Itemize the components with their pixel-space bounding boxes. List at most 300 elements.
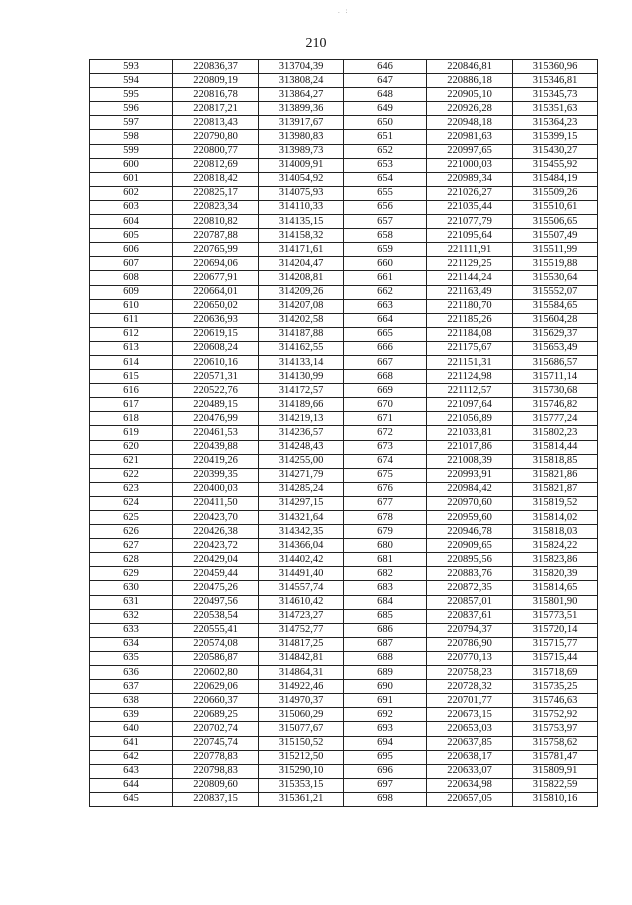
table-row	[90, 722, 598, 736]
right-y-coordinate-cell: 315484,19	[513, 172, 598, 186]
right-x-coordinate-cell: 221180,70	[427, 299, 513, 313]
table-row	[90, 567, 598, 581]
left-point-number-cell: 594	[90, 74, 173, 88]
right-point-number-cell: 654	[344, 172, 427, 186]
left-y-coordinate-cell: 314189,66	[259, 398, 344, 412]
left-x-coordinate-cell: 220426,38	[173, 525, 259, 539]
left-y-coordinate-cell: 315060,29	[259, 708, 344, 722]
left-y-coordinate-cell: 314842,81	[259, 651, 344, 665]
left-point-number-cell: 631	[90, 595, 173, 609]
left-y-coordinate-cell: 315212,50	[259, 750, 344, 764]
left-point-number-cell: 643	[90, 764, 173, 778]
right-point-number-cell: 680	[344, 539, 427, 553]
table-row	[90, 88, 598, 102]
table-row	[90, 553, 598, 567]
table-row	[90, 581, 598, 595]
table-row	[90, 637, 598, 651]
left-x-coordinate-cell: 220650,02	[173, 299, 259, 313]
left-x-coordinate-cell: 220475,26	[173, 581, 259, 595]
left-x-coordinate-cell: 220817,21	[173, 102, 259, 116]
right-x-coordinate-cell: 220857,01	[427, 595, 513, 609]
left-y-coordinate-cell: 314297,15	[259, 496, 344, 510]
right-point-number-cell: 675	[344, 468, 427, 482]
left-point-number-cell: 605	[90, 229, 173, 243]
left-point-number-cell: 607	[90, 257, 173, 271]
right-x-coordinate-cell: 221033,81	[427, 426, 513, 440]
right-x-coordinate-cell: 220837,61	[427, 609, 513, 623]
left-point-number-cell: 628	[90, 553, 173, 567]
right-x-coordinate-cell: 221035,44	[427, 200, 513, 214]
table-row	[90, 736, 598, 750]
right-point-number-cell: 653	[344, 158, 427, 172]
right-y-coordinate-cell: 315510,61	[513, 200, 598, 214]
left-x-coordinate-cell: 220745,74	[173, 736, 259, 750]
right-point-number-cell: 687	[344, 637, 427, 651]
table-row	[90, 130, 598, 144]
right-y-coordinate-cell: 315746,82	[513, 398, 598, 412]
left-point-number-cell: 616	[90, 384, 173, 398]
right-y-coordinate-cell: 315506,65	[513, 215, 598, 229]
right-x-coordinate-cell: 220895,56	[427, 553, 513, 567]
left-y-coordinate-cell: 314922,46	[259, 680, 344, 694]
right-x-coordinate-cell: 220886,18	[427, 74, 513, 88]
left-y-coordinate-cell: 314135,15	[259, 215, 344, 229]
left-x-coordinate-cell: 220636,93	[173, 313, 259, 327]
right-point-number-cell: 664	[344, 313, 427, 327]
right-point-number-cell: 697	[344, 778, 427, 792]
left-y-coordinate-cell: 314187,88	[259, 327, 344, 341]
page-number: 210	[305, 36, 327, 51]
right-point-number-cell: 683	[344, 581, 427, 595]
table-row	[90, 271, 598, 285]
right-point-number-cell: 650	[344, 116, 427, 130]
left-x-coordinate-cell: 220809,19	[173, 74, 259, 88]
right-y-coordinate-cell: 315686,57	[513, 355, 598, 369]
left-y-coordinate-cell: 314271,79	[259, 468, 344, 482]
right-point-number-cell: 686	[344, 623, 427, 637]
right-y-coordinate-cell: 315509,26	[513, 186, 598, 200]
left-y-coordinate-cell: 313980,83	[259, 130, 344, 144]
left-point-number-cell: 610	[90, 299, 173, 313]
left-point-number-cell: 593	[90, 60, 173, 74]
right-point-number-cell: 659	[344, 243, 427, 257]
right-point-number-cell: 648	[344, 88, 427, 102]
right-y-coordinate-cell: 315604,28	[513, 313, 598, 327]
left-point-number-cell: 608	[90, 271, 173, 285]
left-y-coordinate-cell: 314110,33	[259, 200, 344, 214]
left-point-number-cell: 612	[90, 327, 173, 341]
left-y-coordinate-cell: 314158,32	[259, 229, 344, 243]
left-point-number-cell: 642	[90, 750, 173, 764]
right-point-number-cell: 647	[344, 74, 427, 88]
right-point-number-cell: 652	[344, 144, 427, 158]
right-point-number-cell: 684	[344, 595, 427, 609]
right-x-coordinate-cell: 221175,67	[427, 341, 513, 355]
left-x-coordinate-cell: 220837,15	[173, 792, 259, 806]
table-row	[90, 200, 598, 214]
right-x-coordinate-cell: 221097,64	[427, 398, 513, 412]
table-row	[90, 623, 598, 637]
right-point-number-cell: 667	[344, 355, 427, 369]
table-row	[90, 102, 598, 116]
right-y-coordinate-cell: 315818,03	[513, 525, 598, 539]
left-x-coordinate-cell: 220571,31	[173, 370, 259, 384]
right-point-number-cell: 666	[344, 341, 427, 355]
table-row	[90, 778, 598, 792]
right-point-number-cell: 694	[344, 736, 427, 750]
left-x-coordinate-cell: 220608,24	[173, 341, 259, 355]
right-point-number-cell: 670	[344, 398, 427, 412]
left-y-coordinate-cell: 313917,67	[259, 116, 344, 130]
right-point-number-cell: 693	[344, 722, 427, 736]
left-x-coordinate-cell: 220689,25	[173, 708, 259, 722]
left-x-coordinate-cell: 220610,16	[173, 355, 259, 369]
right-x-coordinate-cell: 220948,18	[427, 116, 513, 130]
left-y-coordinate-cell: 315077,67	[259, 722, 344, 736]
right-y-coordinate-cell: 315507,49	[513, 229, 598, 243]
right-x-coordinate-cell: 220638,17	[427, 750, 513, 764]
left-point-number-cell: 622	[90, 468, 173, 482]
table-row	[90, 144, 598, 158]
right-point-number-cell: 682	[344, 567, 427, 581]
right-point-number-cell: 689	[344, 666, 427, 680]
left-x-coordinate-cell: 220439,88	[173, 440, 259, 454]
right-y-coordinate-cell: 315814,02	[513, 511, 598, 525]
table-row	[90, 60, 598, 74]
left-x-coordinate-cell: 220825,17	[173, 186, 259, 200]
right-y-coordinate-cell: 315351,63	[513, 102, 598, 116]
right-point-number-cell: 676	[344, 482, 427, 496]
right-x-coordinate-cell: 221095,64	[427, 229, 513, 243]
right-y-coordinate-cell: 315758,62	[513, 736, 598, 750]
table-row	[90, 74, 598, 88]
left-point-number-cell: 641	[90, 736, 173, 750]
left-y-coordinate-cell: 314864,31	[259, 666, 344, 680]
right-x-coordinate-cell: 221111,91	[427, 243, 513, 257]
left-x-coordinate-cell: 220800,77	[173, 144, 259, 158]
table-row	[90, 215, 598, 229]
left-x-coordinate-cell: 220660,37	[173, 694, 259, 708]
right-y-coordinate-cell: 315345,73	[513, 88, 598, 102]
table-row	[90, 694, 598, 708]
table-row	[90, 384, 598, 398]
right-x-coordinate-cell: 220997,65	[427, 144, 513, 158]
right-y-coordinate-cell: 315752,92	[513, 708, 598, 722]
left-y-coordinate-cell: 315353,15	[259, 778, 344, 792]
left-x-coordinate-cell: 220812,69	[173, 158, 259, 172]
left-x-coordinate-cell: 220677,91	[173, 271, 259, 285]
right-x-coordinate-cell: 221056,89	[427, 412, 513, 426]
left-x-coordinate-cell: 220459,44	[173, 567, 259, 581]
right-x-coordinate-cell: 220970,60	[427, 496, 513, 510]
right-y-coordinate-cell: 315802,23	[513, 426, 598, 440]
right-y-coordinate-cell: 315346,81	[513, 74, 598, 88]
table-row	[90, 792, 598, 806]
left-y-coordinate-cell: 314817,25	[259, 637, 344, 651]
left-point-number-cell: 629	[90, 567, 173, 581]
left-x-coordinate-cell: 220813,43	[173, 116, 259, 130]
left-point-number-cell: 639	[90, 708, 173, 722]
left-x-coordinate-cell: 220823,34	[173, 200, 259, 214]
left-y-coordinate-cell: 314402,42	[259, 553, 344, 567]
right-y-coordinate-cell: 315715,77	[513, 637, 598, 651]
right-y-coordinate-cell: 315824,22	[513, 539, 598, 553]
left-x-coordinate-cell: 220798,83	[173, 764, 259, 778]
left-x-coordinate-cell: 220574,08	[173, 637, 259, 651]
right-y-coordinate-cell: 315746,63	[513, 694, 598, 708]
left-x-coordinate-cell: 220400,03	[173, 482, 259, 496]
left-x-coordinate-cell: 220586,87	[173, 651, 259, 665]
table-row	[90, 496, 598, 510]
left-point-number-cell: 603	[90, 200, 173, 214]
right-y-coordinate-cell: 315715,44	[513, 651, 598, 665]
left-point-number-cell: 618	[90, 412, 173, 426]
right-x-coordinate-cell: 221000,03	[427, 158, 513, 172]
right-point-number-cell: 665	[344, 327, 427, 341]
table-row	[90, 327, 598, 341]
left-x-coordinate-cell: 220810,82	[173, 215, 259, 229]
right-y-coordinate-cell: 315823,86	[513, 553, 598, 567]
right-x-coordinate-cell: 221185,26	[427, 313, 513, 327]
right-point-number-cell: 649	[344, 102, 427, 116]
left-x-coordinate-cell: 220423,70	[173, 511, 259, 525]
right-x-coordinate-cell: 221184,08	[427, 327, 513, 341]
left-point-number-cell: 624	[90, 496, 173, 510]
left-y-coordinate-cell: 315150,52	[259, 736, 344, 750]
right-point-number-cell: 655	[344, 186, 427, 200]
table-row	[90, 595, 598, 609]
right-y-coordinate-cell: 315399,15	[513, 130, 598, 144]
left-y-coordinate-cell: 314207,08	[259, 299, 344, 313]
right-point-number-cell: 691	[344, 694, 427, 708]
right-y-coordinate-cell: 315455,92	[513, 158, 598, 172]
left-point-number-cell: 596	[90, 102, 173, 116]
left-point-number-cell: 599	[90, 144, 173, 158]
left-point-number-cell: 602	[90, 186, 173, 200]
right-x-coordinate-cell: 220758,23	[427, 666, 513, 680]
left-point-number-cell: 626	[90, 525, 173, 539]
right-x-coordinate-cell: 220794,37	[427, 623, 513, 637]
left-y-coordinate-cell: 314366,04	[259, 539, 344, 553]
table-row	[90, 764, 598, 778]
left-y-coordinate-cell: 314723,27	[259, 609, 344, 623]
left-y-coordinate-cell: 314248,43	[259, 440, 344, 454]
right-x-coordinate-cell: 220728,32	[427, 680, 513, 694]
right-x-coordinate-cell: 221112,57	[427, 384, 513, 398]
left-x-coordinate-cell: 220702,74	[173, 722, 259, 736]
left-y-coordinate-cell: 314162,55	[259, 341, 344, 355]
table-row	[90, 355, 598, 369]
left-x-coordinate-cell: 220619,15	[173, 327, 259, 341]
right-point-number-cell: 690	[344, 680, 427, 694]
table-row	[90, 116, 598, 130]
right-point-number-cell: 696	[344, 764, 427, 778]
left-point-number-cell: 614	[90, 355, 173, 369]
left-y-coordinate-cell: 314285,24	[259, 482, 344, 496]
left-y-coordinate-cell: 314219,13	[259, 412, 344, 426]
table-row	[90, 370, 598, 384]
right-y-coordinate-cell: 315730,68	[513, 384, 598, 398]
left-point-number-cell: 611	[90, 313, 173, 327]
left-x-coordinate-cell: 220522,76	[173, 384, 259, 398]
right-point-number-cell: 663	[344, 299, 427, 313]
left-y-coordinate-cell: 314054,92	[259, 172, 344, 186]
right-y-coordinate-cell: 315511,99	[513, 243, 598, 257]
left-y-coordinate-cell: 313989,73	[259, 144, 344, 158]
left-y-coordinate-cell: 313864,27	[259, 88, 344, 102]
table-row	[90, 313, 598, 327]
right-point-number-cell: 658	[344, 229, 427, 243]
right-y-coordinate-cell: 315430,27	[513, 144, 598, 158]
left-point-number-cell: 634	[90, 637, 173, 651]
right-y-coordinate-cell: 315781,47	[513, 750, 598, 764]
left-point-number-cell: 615	[90, 370, 173, 384]
right-x-coordinate-cell: 220993,91	[427, 468, 513, 482]
left-point-number-cell: 621	[90, 454, 173, 468]
table-row	[90, 440, 598, 454]
table-row	[90, 243, 598, 257]
right-y-coordinate-cell: 315360,96	[513, 60, 598, 74]
left-x-coordinate-cell: 220419,26	[173, 454, 259, 468]
table-row	[90, 651, 598, 665]
left-y-coordinate-cell: 314204,47	[259, 257, 344, 271]
table-row	[90, 229, 598, 243]
right-y-coordinate-cell: 315810,16	[513, 792, 598, 806]
right-x-coordinate-cell: 220905,10	[427, 88, 513, 102]
table-row	[90, 525, 598, 539]
right-x-coordinate-cell: 220946,78	[427, 525, 513, 539]
left-point-number-cell: 613	[90, 341, 173, 355]
left-point-number-cell: 625	[90, 511, 173, 525]
right-x-coordinate-cell: 220673,15	[427, 708, 513, 722]
left-y-coordinate-cell: 314009,91	[259, 158, 344, 172]
left-x-coordinate-cell: 220476,99	[173, 412, 259, 426]
left-point-number-cell: 638	[90, 694, 173, 708]
left-point-number-cell: 617	[90, 398, 173, 412]
left-y-coordinate-cell: 314970,37	[259, 694, 344, 708]
table-row	[90, 398, 598, 412]
right-point-number-cell: 661	[344, 271, 427, 285]
left-point-number-cell: 640	[90, 722, 173, 736]
right-point-number-cell: 685	[344, 609, 427, 623]
left-point-number-cell: 598	[90, 130, 173, 144]
right-x-coordinate-cell: 221151,31	[427, 355, 513, 369]
left-x-coordinate-cell: 220489,15	[173, 398, 259, 412]
right-x-coordinate-cell: 220981,63	[427, 130, 513, 144]
left-point-number-cell: 601	[90, 172, 173, 186]
left-point-number-cell: 600	[90, 158, 173, 172]
table-row	[90, 750, 598, 764]
right-x-coordinate-cell: 220701,77	[427, 694, 513, 708]
left-x-coordinate-cell: 220629,06	[173, 680, 259, 694]
right-x-coordinate-cell: 221077,79	[427, 215, 513, 229]
table-row	[90, 468, 598, 482]
table-row	[90, 666, 598, 680]
right-x-coordinate-cell: 221163,49	[427, 285, 513, 299]
right-point-number-cell: 660	[344, 257, 427, 271]
left-y-coordinate-cell: 313899,36	[259, 102, 344, 116]
table-row	[90, 412, 598, 426]
right-y-coordinate-cell: 315773,51	[513, 609, 598, 623]
left-x-coordinate-cell: 220602,80	[173, 666, 259, 680]
left-y-coordinate-cell: 314255,00	[259, 454, 344, 468]
left-x-coordinate-cell: 220461,53	[173, 426, 259, 440]
right-point-number-cell: 662	[344, 285, 427, 299]
left-x-coordinate-cell: 220765,99	[173, 243, 259, 257]
right-x-coordinate-cell: 220637,85	[427, 736, 513, 750]
right-point-number-cell: 679	[344, 525, 427, 539]
table-row	[90, 257, 598, 271]
left-point-number-cell: 637	[90, 680, 173, 694]
table-row	[90, 511, 598, 525]
left-x-coordinate-cell: 220555,41	[173, 623, 259, 637]
left-point-number-cell: 630	[90, 581, 173, 595]
right-point-number-cell: 674	[344, 454, 427, 468]
right-x-coordinate-cell: 221017,86	[427, 440, 513, 454]
right-x-coordinate-cell: 220926,28	[427, 102, 513, 116]
right-point-number-cell: 681	[344, 553, 427, 567]
right-point-number-cell: 646	[344, 60, 427, 74]
left-x-coordinate-cell: 220787,88	[173, 229, 259, 243]
right-x-coordinate-cell: 220872,35	[427, 581, 513, 595]
right-x-coordinate-cell: 221144,24	[427, 271, 513, 285]
right-x-coordinate-cell: 220786,90	[427, 637, 513, 651]
table-row	[90, 426, 598, 440]
table-row	[90, 172, 598, 186]
coordinates-table-body	[90, 60, 598, 807]
left-point-number-cell: 597	[90, 116, 173, 130]
right-y-coordinate-cell: 315814,44	[513, 440, 598, 454]
table-row	[90, 708, 598, 722]
right-x-coordinate-cell: 220959,60	[427, 511, 513, 525]
right-x-coordinate-cell: 221008,39	[427, 454, 513, 468]
table-row	[90, 609, 598, 623]
right-x-coordinate-cell: 220984,42	[427, 482, 513, 496]
right-x-coordinate-cell: 221124,98	[427, 370, 513, 384]
right-x-coordinate-cell: 220634,98	[427, 778, 513, 792]
right-y-coordinate-cell: 315711,14	[513, 370, 598, 384]
right-x-coordinate-cell: 220653,03	[427, 722, 513, 736]
left-point-number-cell: 635	[90, 651, 173, 665]
left-y-coordinate-cell: 314342,35	[259, 525, 344, 539]
left-y-coordinate-cell: 315361,21	[259, 792, 344, 806]
right-y-coordinate-cell: 315822,59	[513, 778, 598, 792]
right-point-number-cell: 678	[344, 511, 427, 525]
right-y-coordinate-cell: 315809,91	[513, 764, 598, 778]
left-y-coordinate-cell: 314202,58	[259, 313, 344, 327]
left-point-number-cell: 632	[90, 609, 173, 623]
left-x-coordinate-cell: 220816,78	[173, 88, 259, 102]
right-y-coordinate-cell: 315364,23	[513, 116, 598, 130]
left-y-coordinate-cell: 314130,99	[259, 370, 344, 384]
left-y-coordinate-cell: 314133,14	[259, 355, 344, 369]
left-point-number-cell: 633	[90, 623, 173, 637]
left-x-coordinate-cell: 220664,01	[173, 285, 259, 299]
scan-mark: . :	[338, 7, 350, 15]
right-y-coordinate-cell: 315718,69	[513, 666, 598, 680]
left-y-coordinate-cell: 315290,10	[259, 764, 344, 778]
right-y-coordinate-cell: 315821,86	[513, 468, 598, 482]
right-point-number-cell: 695	[344, 750, 427, 764]
right-x-coordinate-cell: 220657,05	[427, 792, 513, 806]
left-point-number-cell: 645	[90, 792, 173, 806]
left-x-coordinate-cell: 220497,56	[173, 595, 259, 609]
left-point-number-cell: 609	[90, 285, 173, 299]
right-y-coordinate-cell: 315519,88	[513, 257, 598, 271]
right-y-coordinate-cell: 315821,87	[513, 482, 598, 496]
right-x-coordinate-cell: 221129,25	[427, 257, 513, 271]
right-y-coordinate-cell: 315735,25	[513, 680, 598, 694]
